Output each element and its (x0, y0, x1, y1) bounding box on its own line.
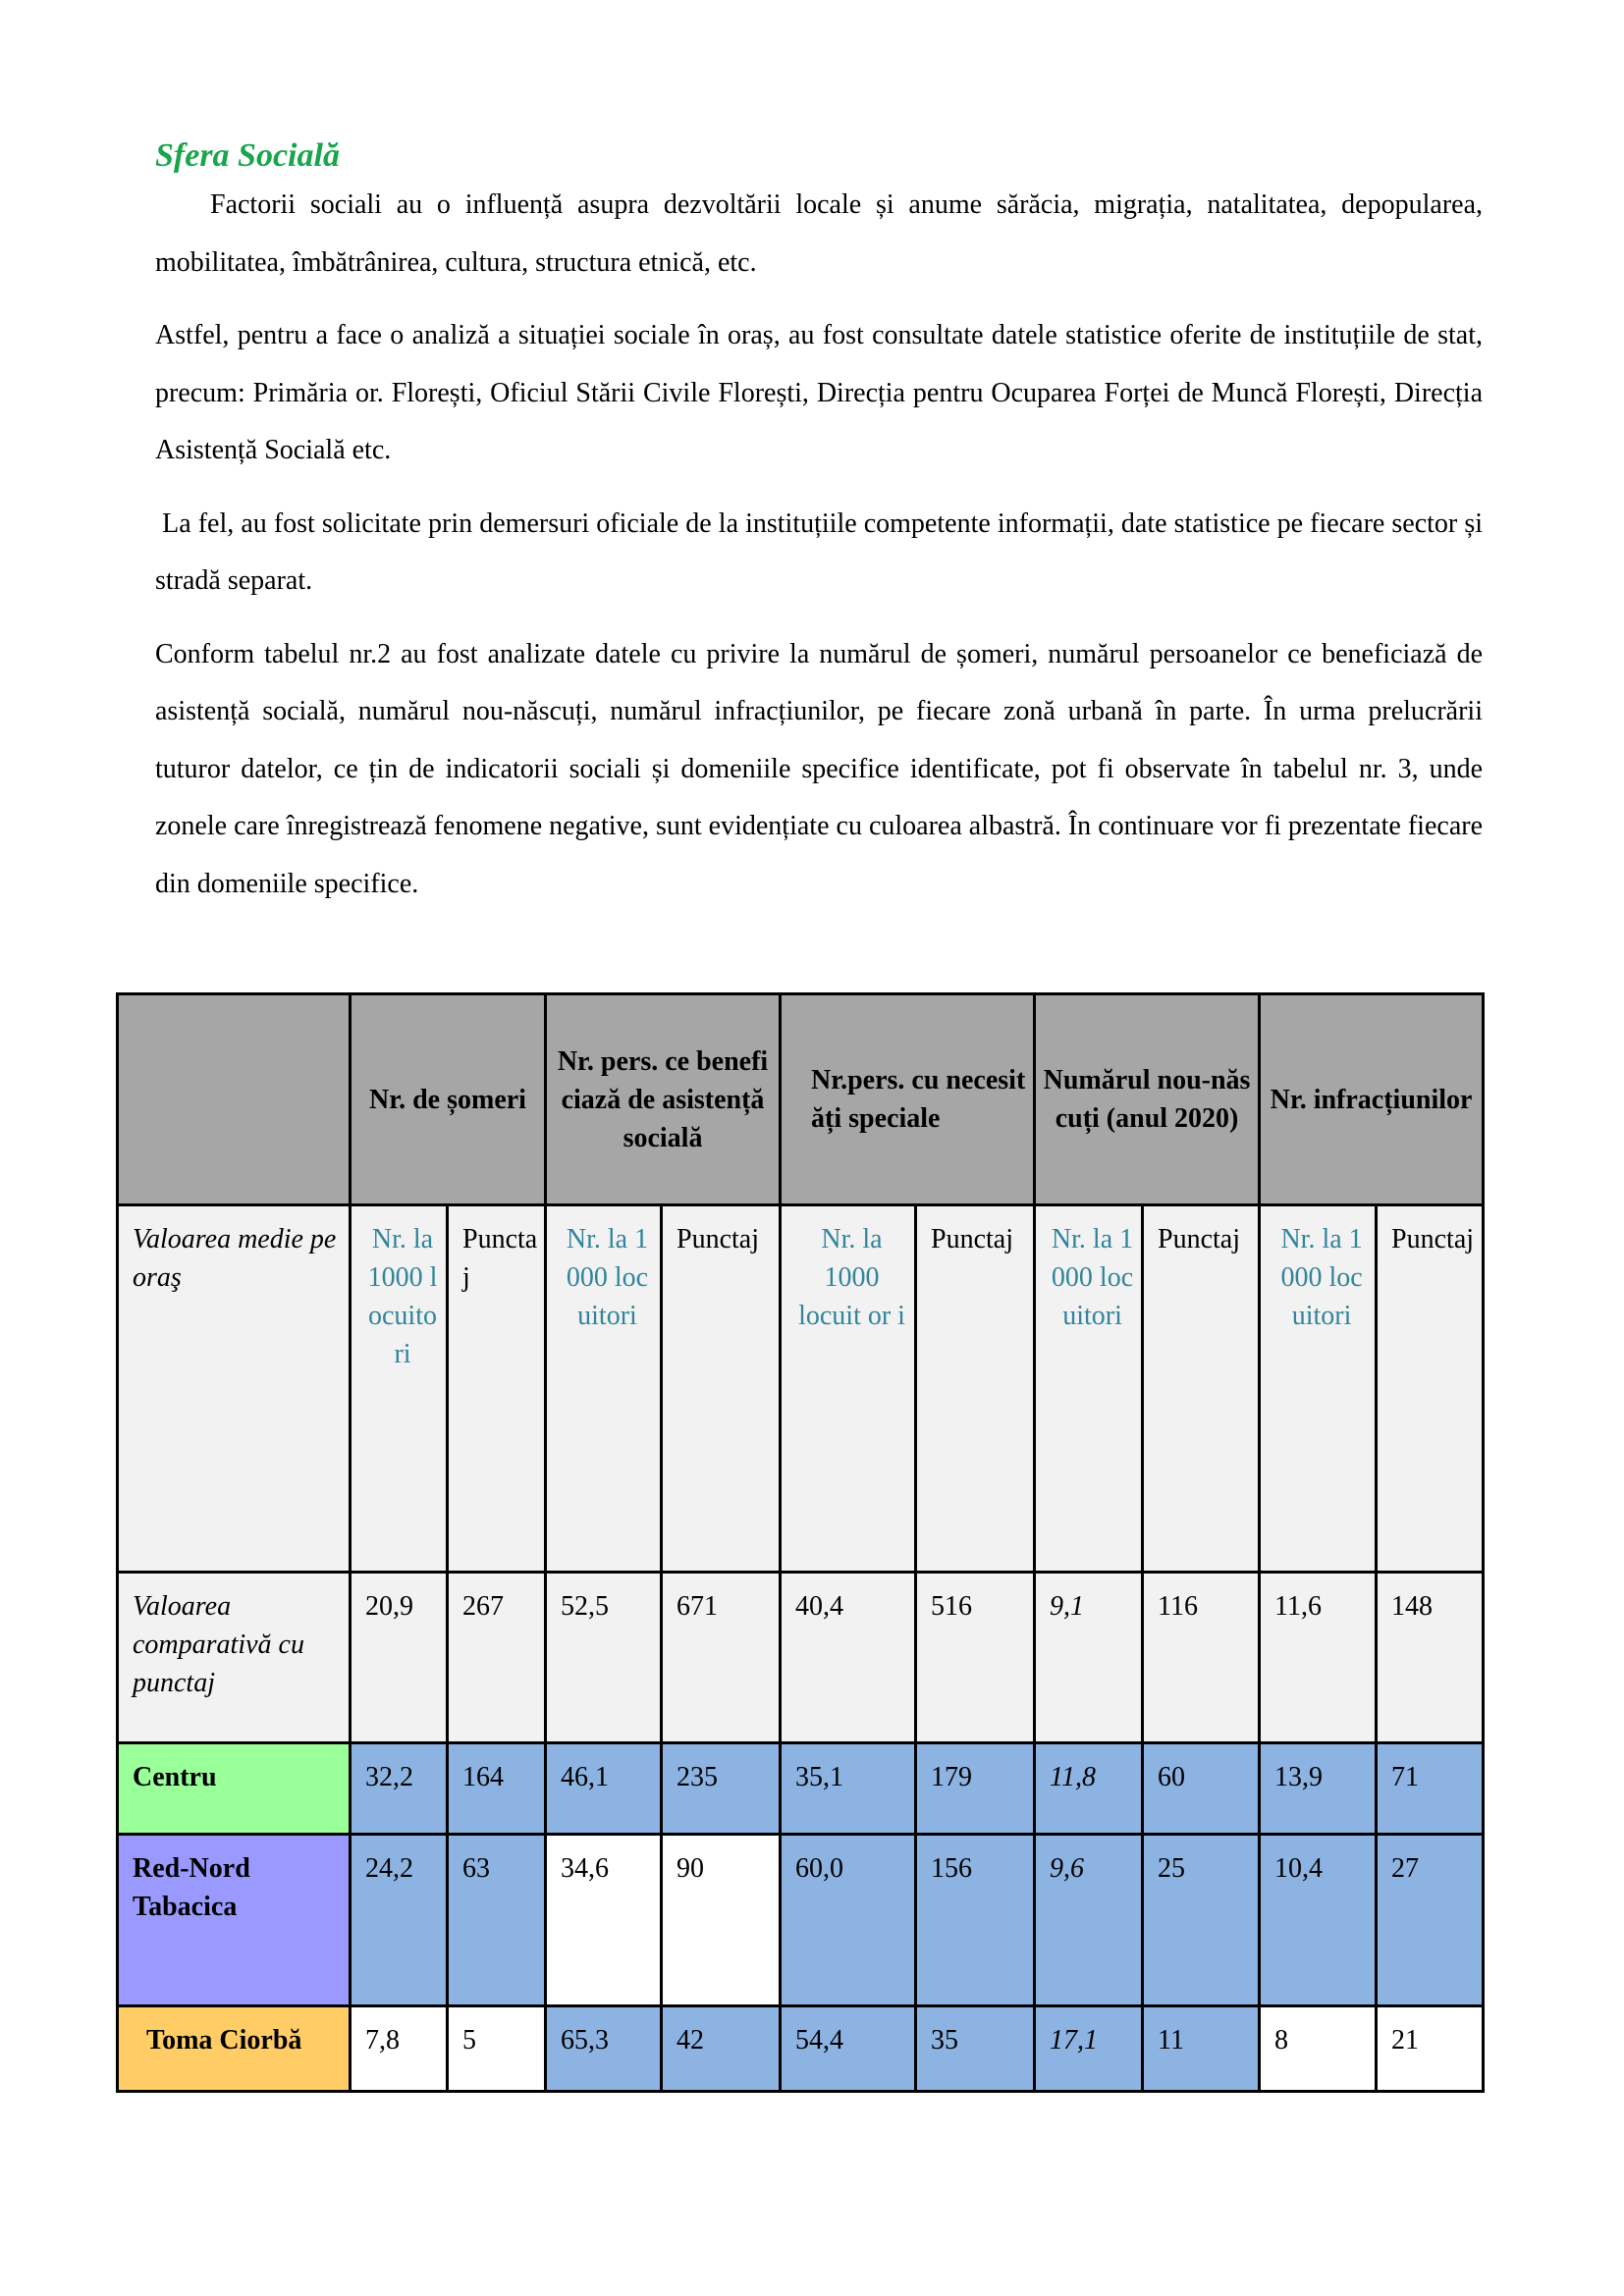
table-cell: 71 (1377, 1743, 1484, 1835)
header-infractiuni: Nr. infracțiunilor (1260, 994, 1484, 1205)
table-cell: 156 (916, 1835, 1035, 2006)
table-cell: 60 (1143, 1743, 1260, 1835)
header-someri: Nr. de șomeri (351, 994, 546, 1205)
table-cell: 11,8 (1035, 1743, 1143, 1835)
table-cell: 17,1 (1035, 2006, 1143, 2092)
zone-label: Centru (118, 1743, 351, 1835)
social-indicators-table (116, 992, 1485, 2093)
table-cell: 32,2 (351, 1743, 448, 1835)
table-cell: 9,1 (1035, 1573, 1143, 1743)
table-cell: 5 (448, 2006, 546, 2092)
paragraph-3: La fel, au fost solicitate prin demersuri oficiale de la instituțiile competente informații, date statistice pe fiecare sector și stradă separat. (155, 507, 1490, 596)
table-cell: 11 (1143, 2006, 1260, 2092)
table-cell: 35,1 (781, 1743, 916, 1835)
table-cell: Nr. la 1000 locuitori (1260, 1205, 1377, 1573)
table-cell: 13,9 (1260, 1743, 1377, 1835)
table-cell: Punctaj (1143, 1205, 1260, 1573)
table-cell: 9,6 (1035, 1835, 1143, 2006)
header-asistenta: Nr. pers. ce beneficiază de asistență socială (546, 994, 781, 1205)
table-cell: 671 (662, 1573, 781, 1743)
table-cell: 267 (448, 1573, 546, 1743)
table-row-red-nord (118, 1835, 1484, 2006)
table-cell: 8 (1260, 2006, 1377, 2092)
table-cell: 7,8 (351, 2006, 448, 2092)
header-nou-nascuti: Numărul nou-născuți (anul 2020) (1035, 994, 1260, 1205)
table-cell: 60,0 (781, 1835, 916, 2006)
table-row (118, 1205, 1484, 1573)
document-page (155, 135, 1490, 913)
table-cell: 164 (448, 1743, 546, 1835)
header-necesitati: Nr.pers. cu necesități speciale (781, 994, 1035, 1205)
table-cell: Punctaj (916, 1205, 1035, 1573)
table-cell: 11,6 (1260, 1573, 1377, 1743)
paragraph-4: Conform tabelul nr.2 au fost analizate datele cu privire la numărul de șomeri, numărul persoanelor ce beneficiază de asistență socială, numărul nou-născuți, numărul infracțiunilor, pe fiecare zonă urbană în parte. În urma prelucrării tuturor datelor, ce țin de indicatorii sociali și domeniile specifice identificate, pot fi observate în tabelul nr. 3, unde zonele care înregistrează fenomene negative, sunt evidențiate cu culoarea albastră. În continuare vor fi prezentate fiecare din domeniile specifice. (155, 638, 1483, 899)
table-cell: 25 (1143, 1835, 1260, 2006)
table-cell: 20,9 (351, 1573, 448, 1743)
table-cell: Nr. la 1000 locuitori (351, 1205, 448, 1573)
zone-label: Red-Nord Tabacica (118, 1835, 351, 2006)
table-cell: 40,4 (781, 1573, 916, 1743)
table-cell: 516 (916, 1573, 1035, 1743)
table-cell: 10,4 (1260, 1835, 1377, 2006)
table-cell: Punctaj (662, 1205, 781, 1573)
table-cell: 116 (1143, 1573, 1260, 1743)
table-header-row (118, 994, 1484, 1205)
table-cell: 42 (662, 2006, 781, 2092)
table-cell: 21 (1377, 2006, 1484, 2092)
table-cell: Nr. la 1000 locuit or i (781, 1205, 916, 1573)
section-title: Sfera Socială (155, 137, 340, 174)
table-row-toma-ciorba (118, 2006, 1484, 2092)
table-cell: 63 (448, 1835, 546, 2006)
table-cell: Nr. la 1000 locuitori (1035, 1205, 1143, 1573)
row-label: Valoarea comparativă cu punctaj (118, 1573, 351, 1743)
table-cell: 235 (662, 1743, 781, 1835)
table-row (118, 1573, 1484, 1743)
table-cell: 54,4 (781, 2006, 916, 2092)
table-cell: Punctaj (448, 1205, 546, 1573)
header-empty (118, 994, 351, 1205)
table-row-centru (118, 1743, 1484, 1835)
table-cell: 90 (662, 1835, 781, 2006)
table-cell: Punctaj (1377, 1205, 1484, 1573)
table-cell: 24,2 (351, 1835, 448, 2006)
table-cell: 179 (916, 1743, 1035, 1835)
row-label: Valoarea medie pe oraş (118, 1205, 351, 1573)
table-cell: Nr. la 1000 locuitori (546, 1205, 662, 1573)
zone-label: Toma Ciorbă (118, 2006, 351, 2092)
table-cell: 46,1 (546, 1743, 662, 1835)
table-cell: 148 (1377, 1573, 1484, 1743)
table-cell: 27 (1377, 1835, 1484, 2006)
table-cell: 35 (916, 2006, 1035, 2092)
paragraph-2: Astfel, pentru a face o analiză a situației sociale în oraș, au fost consultate datele statistice oferite de instituțiile de stat, precum: Primăria or. Florești, Oficiul Stării Civile Florești, Direcția pentru Ocuparea Forței de Muncă Florești, Direcția Asistență Socială etc. (155, 320, 1483, 465)
table-cell: 34,6 (546, 1835, 662, 2006)
paragraph-1: Factorii sociali au o influență asupra dezvoltării locale și anume sărăcia, migrația, natalitatea, depopularea, mobilitatea, îmbătrânirea, cultura, structura etnică, etc. (155, 189, 1483, 278)
table-cell: 52,5 (546, 1573, 662, 1743)
table-cell: 65,3 (546, 2006, 662, 2092)
